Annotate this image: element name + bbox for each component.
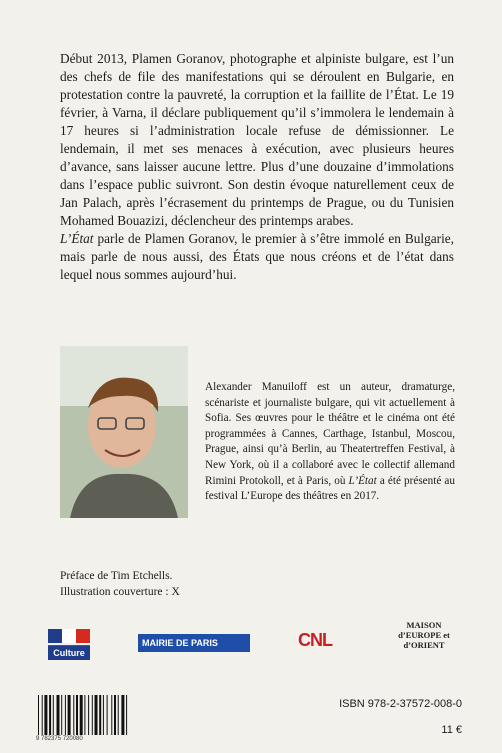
barcode-bar	[92, 695, 93, 735]
summary-paragraph-2	[60, 230, 454, 284]
author-bio-text-end: a été présenté au festival L’Europe des théâtres en 2017.	[205, 474, 455, 503]
barcode-digits: 9 782375 720080	[36, 736, 83, 742]
barcode	[36, 692, 152, 742]
author-bio-text: Alexander Manuiloff est un auteur, dramaturge, scénariste et journaliste bulgare, qui vit actuellement à Sofia. Ses œuvres pour le théâtre et le cinéma ont été programmées à Cannes, Carthage, Istanbul, Moscou, Prague, ainsi qu’à Berlin, au Theatertreffen Festival, à New York, où il a collaboré avec le collectif allemand Rimini Protokoll, et à Paris, où	[205, 381, 455, 487]
isbn: ISBN 978-2-37572-008-0	[339, 698, 462, 710]
summary-paragraph-2-text: parle de Plamen Goranov, le premier à s’être immolé en Bulgarie, mais parle de nous aussi, des États que nous créons et de l’état dans lequel nous sommes aujourd’hui.	[60, 231, 454, 282]
author-bio	[205, 380, 455, 505]
mairie-de-paris-logo: MAIRIE DE PARIS	[138, 634, 250, 652]
barcode-bar	[73, 695, 74, 735]
summary-paragraph: Début 2013, Plamen Goranov, photographe et alpiniste bulgare, est l’un des chefs de file des manifestations qui se déroulent en Bulgarie, en protestation contre la pauvreté, la corruption et la faillite de l’État. Le 19 février, à Varna, il déclare publiquement qu’il s’immolera le lendemain à 17 heures si l’administration locale refuse de démissionner. Le lendemain, il met ses menaces à exécution, avec plusieurs heures d’avance, sans laisser aucune lettre. Plus d’une douzaine d’immolations dans l’espace public suivront. Son destin évoque naturellement ceux de Jan Palach, après l’écrasement du printemps de Prague, ou du Tunisien Mohamed Bouazizi, déclencheur des printemps arabes.	[60, 51, 454, 228]
barcode-bar	[121, 695, 124, 735]
credits	[60, 568, 180, 600]
barcode-bar	[61, 695, 62, 735]
author-portrait-illustration	[60, 346, 188, 518]
sponsor-logos	[48, 618, 468, 668]
barcode-bar	[99, 695, 101, 735]
barcode-bar	[88, 695, 89, 735]
illustration-credit: Illustration couverture : X	[60, 586, 180, 598]
barcode-bar	[57, 695, 60, 735]
barcode-bar	[84, 695, 85, 735]
barcode-bar	[103, 695, 104, 735]
barcode-bar	[118, 695, 119, 735]
barcode-bar	[107, 695, 108, 735]
barcode-bar	[49, 695, 51, 735]
cnl-logo: CNL	[298, 630, 332, 650]
maison-europe-orient-logo: MAISON d’EUROPE et d’ORIENT	[398, 620, 450, 650]
barcode-bar	[126, 695, 127, 735]
bio-book-title: L’État	[348, 474, 377, 487]
author-photo	[60, 346, 188, 518]
book-title: L’État	[60, 231, 94, 246]
barcode-bar	[80, 695, 83, 735]
barcode-bar	[44, 695, 47, 735]
price: 11 €	[441, 724, 462, 736]
barcode-bar	[42, 695, 43, 735]
barcode-bar	[114, 695, 116, 735]
barcode-bar	[95, 695, 98, 735]
barcode-bar	[76, 695, 78, 735]
barcode-bar	[38, 695, 39, 735]
culture-logo: Culture	[48, 646, 90, 660]
preface-credit: Préface de Tim Etchells.	[60, 570, 173, 582]
back-cover-text	[60, 50, 454, 284]
barcode-bar	[111, 695, 112, 735]
barcode-bar	[68, 695, 71, 735]
barcode-bar	[53, 695, 54, 735]
barcode-bar	[65, 695, 66, 735]
